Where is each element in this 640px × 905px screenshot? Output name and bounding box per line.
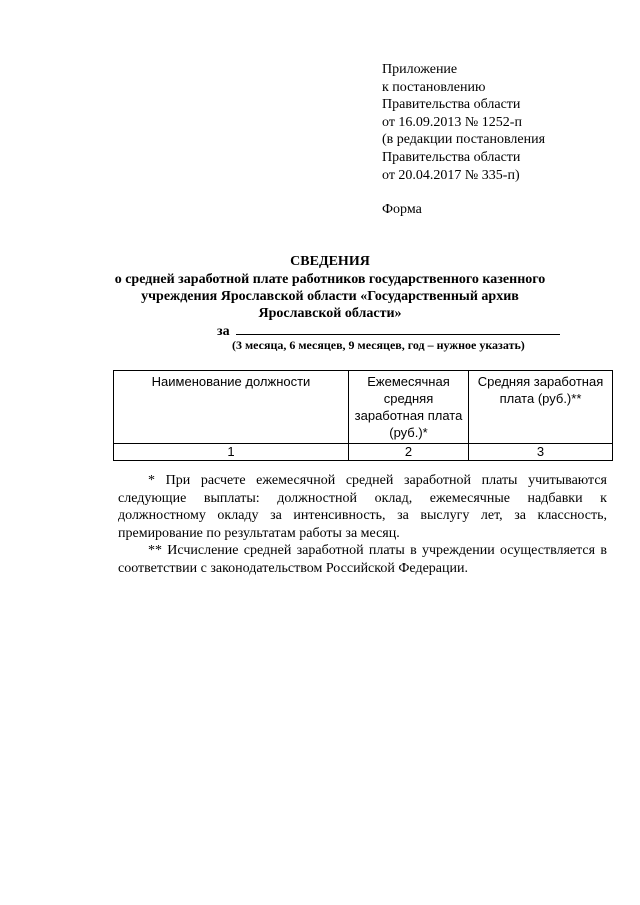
appendix-block xyxy=(382,61,545,184)
appendix-line: (в редакции постановления xyxy=(382,132,546,148)
appendix-line: от 20.04.2017 № 335-п) xyxy=(382,167,520,183)
period-prefix: за xyxy=(217,324,230,339)
footnotes xyxy=(118,472,607,577)
period-blank-field[interactable] xyxy=(236,322,560,335)
document-subtitle: о средней заработной плате работников государственного казенного учреждения Ярославской области «Государственный архив Ярославской области» xyxy=(114,272,546,321)
table-number-cell: 2 xyxy=(349,444,469,461)
table-header-cell: Средняя заработная плата (руб.)** xyxy=(469,371,613,444)
table-number-row xyxy=(114,444,613,461)
salary-table xyxy=(113,370,613,461)
appendix-line: от 16.09.2013 № 1252-п xyxy=(382,114,522,130)
appendix-line: к постановлению xyxy=(382,79,486,95)
footnote: ** Исчисление средней заработной платы в учреждении осуществляется в соответствии с законодательством Российской Федерации. xyxy=(118,543,607,576)
table-number-cell: 3 xyxy=(469,444,613,461)
appendix-line: Приложение xyxy=(382,62,458,77)
footnote: * При расчете ежемесячной средней заработной платы учитываются следующие выплаты: должностной оклад, ежемесячные надбавки к должностному окладу за интенсивность, за выслугу лет, за классность, премирование по результатам работы за месяц. xyxy=(118,473,607,541)
table-header-cell: Ежемесячная средняя заработная плата (руб.)* xyxy=(349,371,469,444)
appendix-line: Правительства области xyxy=(382,149,521,165)
table-header-cell: Наименование должности xyxy=(114,371,349,444)
form-label: Форма xyxy=(382,202,422,217)
table-number-cell: 1 xyxy=(114,444,349,461)
appendix-line: Правительства области xyxy=(382,97,521,113)
table-header-row xyxy=(114,371,613,444)
document-title: СВЕДЕНИЯ xyxy=(290,254,370,269)
period-hint: (3 месяца, 6 месяцев, 9 месяцев, год – нужное указать) xyxy=(232,338,525,352)
